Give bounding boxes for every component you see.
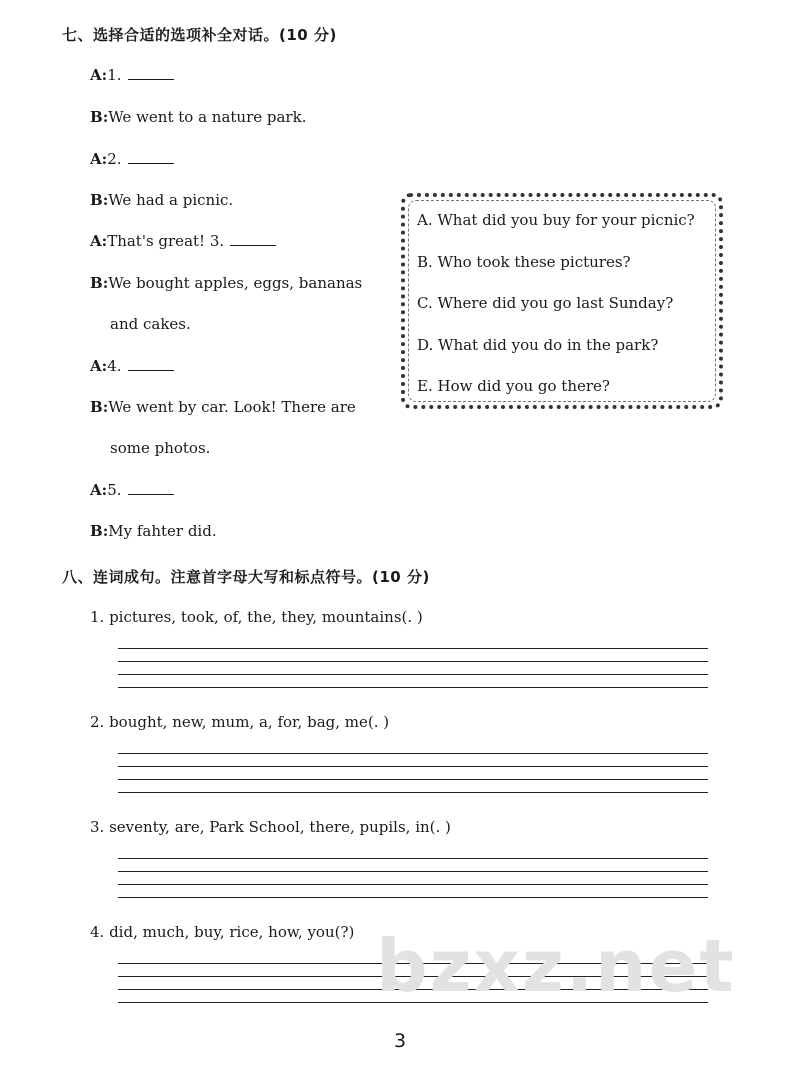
speaker-label: B [90, 108, 103, 126]
question-4: 4. did, much, buy, rice, how, you(?) [90, 923, 355, 941]
option-d: D. What did you do in the park? [417, 335, 659, 354]
speaker-separator: : [102, 274, 109, 292]
dialogue-text: We went by car. Look! There are [108, 398, 356, 416]
speaker-separator: : [101, 481, 108, 499]
dialogue-line-8 [90, 398, 356, 416]
section-7-title: 七、选择合适的选项补全对话。(10 分) [62, 26, 337, 44]
watermark: bzxz.net [376, 924, 736, 1008]
section-8-title: 八、连词成句。注意首字母大写和标点符号。(10 分) [62, 568, 430, 586]
speaker-label: B [90, 191, 103, 209]
speaker-separator: : [102, 522, 109, 540]
speaker-separator: : [102, 398, 109, 416]
dialogue-text: some photos. [110, 439, 211, 457]
speaker-separator: : [101, 66, 108, 84]
dialogue-line-6 [90, 274, 362, 292]
dialogue-line-5 [90, 232, 276, 250]
speaker-separator: : [102, 108, 109, 126]
question-1: 1. pictures, took, of, the, they, mountains(. ) [90, 608, 423, 626]
dialogue-line-2 [90, 108, 306, 126]
options-box [401, 193, 723, 409]
speaker-label: A [90, 66, 102, 84]
answer-lines-4[interactable] [118, 963, 708, 1005]
answer-blank-5[interactable] [128, 493, 174, 495]
speaker-label: B [90, 522, 103, 540]
dialogue-text: My fahter did. [108, 522, 217, 540]
speaker-separator: : [101, 232, 108, 250]
answer-lines-2[interactable] [118, 753, 708, 795]
speaker-label: A [90, 357, 102, 375]
dialogue-line-4 [90, 191, 233, 209]
dialogue-text: 1. [107, 66, 122, 84]
dialogue-text: 4. [107, 357, 122, 375]
dialogue-line-9 [90, 481, 174, 499]
speaker-separator: : [102, 191, 109, 209]
answer-blank-1[interactable] [128, 78, 174, 80]
answer-lines-1[interactable] [118, 648, 708, 690]
question-3: 3. seventy, are, Park School, there, pupils, in(. ) [90, 818, 451, 836]
dialogue-line-8-cont [110, 439, 210, 457]
dialogue-line-10 [90, 522, 217, 540]
dialogue-text: We had a picnic. [108, 191, 234, 209]
dialogue-line-7 [90, 357, 174, 375]
dialogue-text: That's great! 3. [107, 232, 225, 250]
dialogue-text: and cakes. [110, 315, 191, 333]
speaker-label: B [90, 398, 103, 416]
speaker-label: A [90, 150, 102, 168]
dialogue-line-6-cont [110, 315, 191, 333]
dialogue-line-3 [90, 150, 174, 168]
dialogue-line-1 [90, 66, 174, 84]
speaker-label: A [90, 232, 102, 250]
option-e: E. How did you go there? [417, 377, 610, 395]
dialogue-text: 5. [107, 481, 122, 499]
answer-lines-3[interactable] [118, 858, 708, 900]
dialogue-text: 2. [107, 150, 122, 168]
answer-blank-3[interactable] [230, 244, 276, 246]
speaker-separator: : [101, 357, 108, 375]
speaker-separator: : [101, 150, 108, 168]
option-c: C. Where did you go last Sunday? [417, 294, 674, 312]
dialogue-text: We bought apples, eggs, bananas [108, 274, 363, 292]
option-b: B. Who took these pictures? [417, 252, 631, 271]
question-2: 2. bought, new, mum, a, for, bag, me(. ) [90, 713, 390, 731]
answer-blank-2[interactable] [128, 162, 174, 164]
dialogue-text: We went to a nature park. [108, 108, 307, 126]
speaker-label: B [90, 274, 103, 292]
speaker-label: A [90, 481, 102, 499]
page-number: 3 [393, 1030, 407, 1052]
answer-blank-4[interactable] [128, 369, 174, 371]
option-a: A. What did you buy for your picnic? [417, 211, 695, 229]
